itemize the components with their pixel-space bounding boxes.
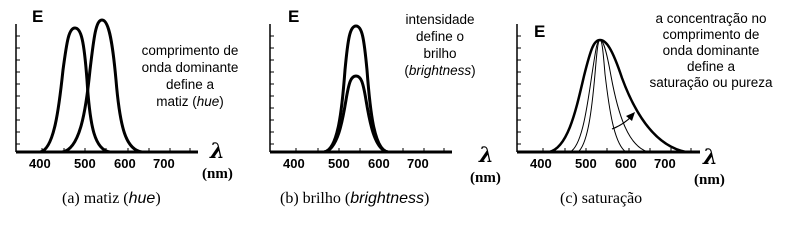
panel-saturation-note xyxy=(636,11,786,91)
panel-brightness-tick-500: 500 xyxy=(328,156,350,171)
panel-hue-x-label: λ xyxy=(210,138,225,163)
panel-saturation-tick-400: 400 xyxy=(530,156,552,171)
panel-brightness-note-last-italic: brightness xyxy=(408,63,472,78)
panel-hue-note-last-prefix: matiz ( xyxy=(156,94,197,109)
panel-saturation-x-label: λ xyxy=(703,144,718,169)
saturation-curve-narrow xyxy=(578,40,626,152)
panel-brightness-note-line xyxy=(390,62,490,79)
panel-hue-caption xyxy=(62,190,161,208)
panel-saturation-tick-700: 700 xyxy=(654,156,676,171)
panel-saturation-x-unit: (nm) xyxy=(694,172,725,188)
panel-saturation-caption xyxy=(560,190,642,208)
panel-hue-note-line: comprimento de xyxy=(141,43,239,58)
panel-brightness-tick-700: 700 xyxy=(407,156,429,171)
panel-brightness-note-last-suffix: ) xyxy=(471,63,476,78)
panel-hue-note-line: define a xyxy=(165,77,215,92)
panel-brightness-note xyxy=(390,11,490,79)
panel-brightness-caption-italic: brightness xyxy=(350,190,425,207)
panel-hue-note-last-italic: hue xyxy=(196,94,220,109)
panel-saturation-note-line: a concentração no xyxy=(655,11,767,26)
panel-brightness-caption-suffix: ) xyxy=(424,190,430,207)
panel-hue-y-label: E xyxy=(32,7,44,26)
panel-hue-note-line xyxy=(130,93,250,110)
panel-saturation-note-line: saturação ou pureza xyxy=(649,75,773,90)
panel-brightness-x-unit: (nm) xyxy=(470,170,501,186)
panel-brightness-caption xyxy=(280,190,429,208)
panel-hue-caption-prefix: (a) matiz ( xyxy=(62,190,129,207)
panel-brightness-note-line: define o xyxy=(415,29,465,44)
panel-hue-note xyxy=(130,42,250,110)
panel-hue-tick-500: 500 xyxy=(74,156,96,171)
panel-saturation-y-label: E xyxy=(534,22,546,41)
panel-brightness-note-line: brilho xyxy=(423,46,457,61)
panel-saturation-note-line: comprimento de xyxy=(662,27,760,42)
brightness-curve-high xyxy=(324,26,388,152)
panel-brightness-note-line: intensidade xyxy=(405,12,475,27)
panel-hue-tick-400: 400 xyxy=(29,156,51,171)
panel-hue-caption-suffix: ) xyxy=(155,190,161,207)
panel-brightness-tick-400: 400 xyxy=(283,156,305,171)
panel-brightness-y-label: E xyxy=(288,7,300,26)
hue-curve-1 xyxy=(40,28,110,152)
panel-hue-note-line: onda dominante xyxy=(141,60,239,75)
panel-saturation-tick-600: 600 xyxy=(615,156,637,171)
panel-saturation-note-line: onda dominante xyxy=(662,43,760,58)
panel-hue-caption-italic: hue xyxy=(128,190,156,207)
panel-brightness-note-last-prefix: ( xyxy=(404,63,409,78)
panel-brightness-caption-prefix: (b) brilho ( xyxy=(280,190,351,207)
panel-hue-note-last-suffix: ) xyxy=(219,94,224,109)
panel-saturation-caption-prefix: (c) saturação xyxy=(560,190,643,207)
panel-hue-tick-600: 600 xyxy=(114,156,136,171)
panel-saturation-note-line: define a xyxy=(686,59,736,74)
panel-hue-x-unit: (nm) xyxy=(202,166,233,182)
panel-brightness-tick-600: 600 xyxy=(368,156,390,171)
panel-saturation-tick-500: 500 xyxy=(575,156,597,171)
panel-hue-tick-700: 700 xyxy=(153,156,175,171)
panel-brightness-x-label: λ xyxy=(479,142,494,167)
